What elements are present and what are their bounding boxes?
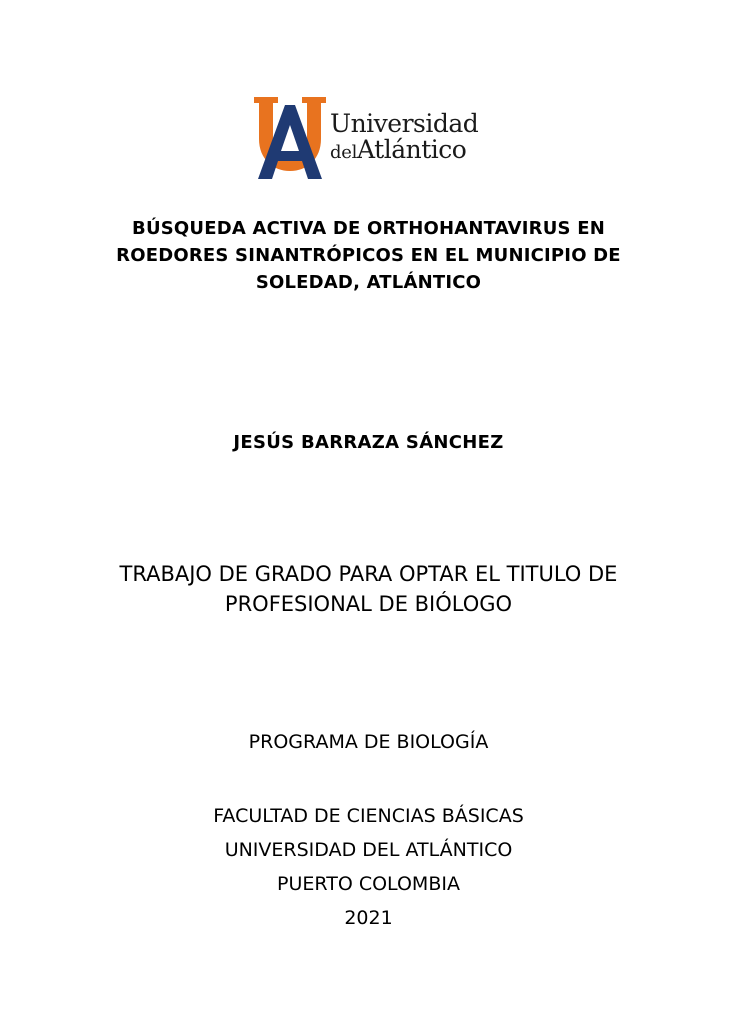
title-line: SOLEDAD, ATLÁNTICO [255, 272, 482, 293]
university-logo-mark [252, 95, 328, 183]
author-name: JESÚS BARRAZA SÁNCHEZ [233, 432, 504, 453]
logo-wordmark [330, 111, 478, 162]
institution-block [80, 799, 657, 935]
degree-line: PROFESIONAL DE BIÓLOGO [224, 592, 513, 616]
city-name: PUERTO COLOMBIA [277, 873, 460, 895]
title-line: BÚSQUEDA ACTIVA DE ORTHOHANTAVIRUS EN [132, 218, 605, 239]
year: 2021 [344, 907, 393, 929]
degree-line: TRABAJO DE GRADO PARA OPTAR EL TITULO DE [119, 562, 618, 586]
thesis-title [80, 215, 657, 296]
logo-line-atlantico [330, 137, 478, 162]
faculty-name: FACULTAD DE CIENCIAS BÁSICAS [213, 805, 524, 827]
degree-statement [60, 559, 677, 619]
university-logo [252, 95, 487, 183]
logo-line-universidad: Universidad [330, 109, 479, 138]
program-name: PROGRAMA DE BIOLOGÍA [248, 731, 489, 753]
title-line: ROEDORES SINANTRÓPICOS EN EL MUNICIPIO DE [116, 245, 621, 266]
logo-atlantico: Atlántico [357, 135, 467, 164]
university-name: UNIVERSIDAD DEL ATLÁNTICO [224, 839, 513, 861]
logo-del: del [330, 142, 358, 163]
